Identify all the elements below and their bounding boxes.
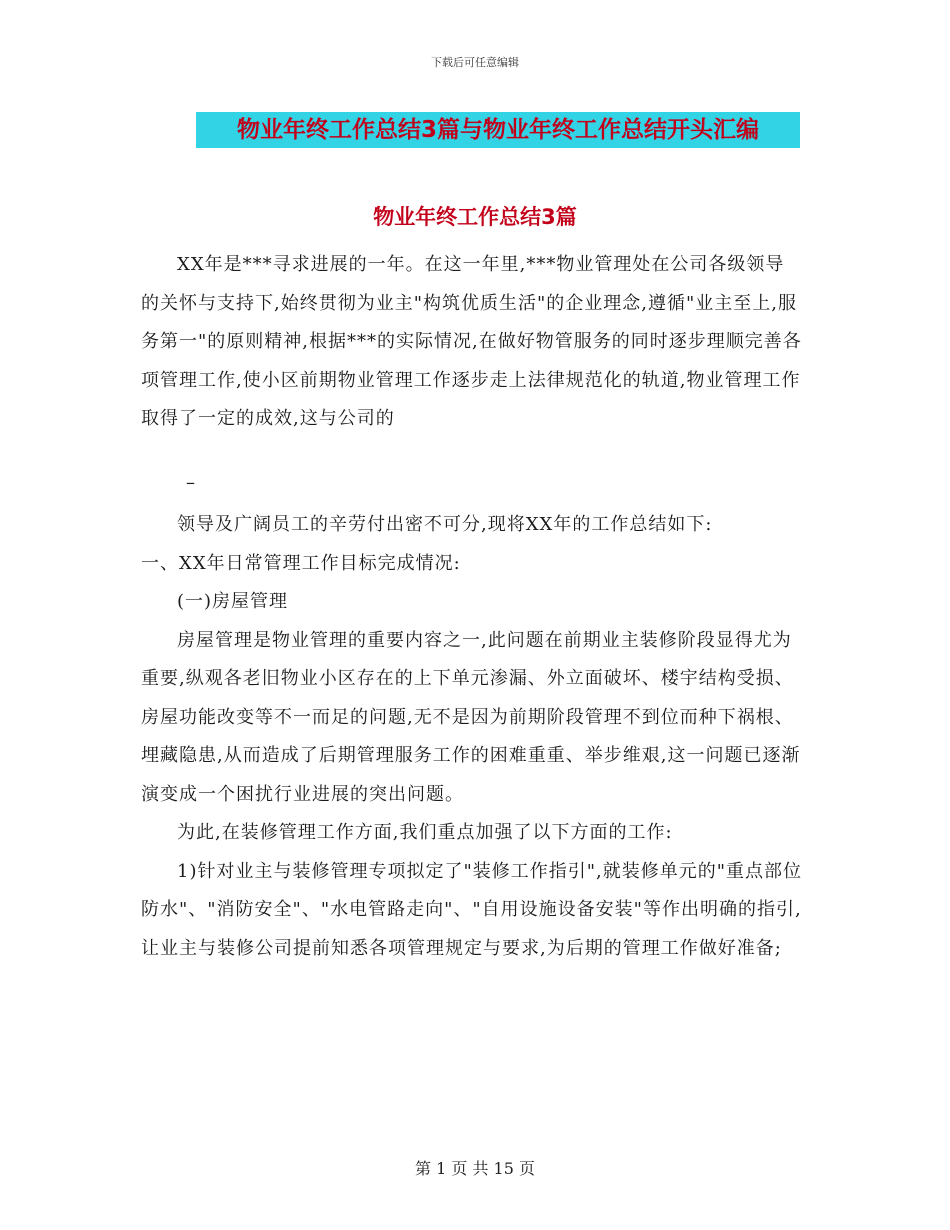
paragraph: 房屋管理是物业管理的重要内容之一,此问题在前期业主装修阶段显得尤为重要,纵观各老旧物业小区存在的上下单元渗漏、外立面破坏、楼宇结构受损、房屋功能改变等不一而足的问题,无不是因为前期阶段管理不到位而种下祸根、埋藏隐患,从而造成了后期管理服务工作的困难重重、举步维艰,这一问题已逐渐演变成一个困扰行业进展的突出问题。	[141, 629, 801, 805]
paragraph: (一)房屋管理	[177, 591, 289, 612]
document-title: 物业年终工作总结3篇与物业年终工作总结开头汇编	[196, 112, 800, 148]
paragraph: 为此,在装修管理工作方面,我们重点加强了以下方面的工作:	[177, 822, 673, 843]
section-title: 物业年终工作总结3篇	[373, 205, 577, 229]
page-break-mark: –	[186, 472, 195, 493]
paragraph: 领导及广阔员工的辛劳付出密不可分,现将XX年的工作总结如下:	[177, 514, 713, 535]
paragraph: 1)针对业主与装修管理专项拟定了"装修工作指引",就装修单元的"重点部位防水"、"消防安全"、"水电管路走向"、"自用设施设备安装"等作出明确的指引,让业主与装修公司提前知悉各项管理规定与要求,为后期的管理工作做好准备;	[141, 860, 803, 959]
body-section-2	[141, 506, 803, 968]
page-footer: 第 1 页 共 15 页	[415, 1159, 535, 1178]
body-section-1	[141, 246, 803, 439]
paragraph: 一、XX年日常管理工作目标完成情况:	[141, 552, 461, 574]
header-note: 下载后可任意编辑	[431, 56, 519, 69]
paragraph: XX年是***寻求进展的一年。在这一年里,***物业管理处在公司各级领导的关怀与支持下,始终贯彻为业主"构筑优质生活"的企业理念,遵循"业主至上,服务第一"的原则精神,根据***的实际情况,在做好物管服务的同时逐步理顺完善各项管理工作,使小区前期物业管理工作逐步走上法律规范化的轨道,物业管理工作取得了一定的成效,这与公司的	[141, 254, 802, 429]
